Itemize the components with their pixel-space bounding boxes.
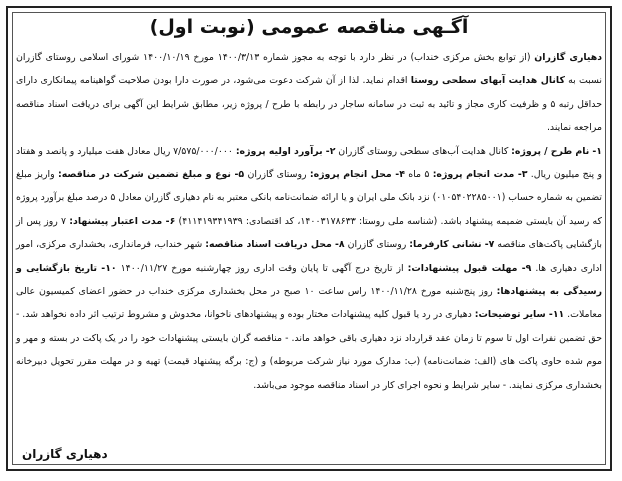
item-6-label: ۶- مدت اعتبار پیشنهاد: bbox=[69, 215, 176, 227]
intro-text-1: (از توابع بخش مرکزی خنداب) در نظر دارد با توجه به مجوز شماره ۱۴۰۰/۳/۱۳ مورخ ۱۴۰۰/۱۰/۱۹ شورای اسلامی روستای گازران نسبت به bbox=[16, 52, 602, 87]
item-10-text: روز پنج‌شنبه مورخ ۱۴۰۰/۱۱/۲۸ راس ساعت ۱۰ صبح در محل بخشداری مرکزی خنداب در حضور اعضای کمیسیون عالی معاملات. bbox=[16, 286, 602, 321]
notice-title: آگـهی مناقصه عمومی (نوبت اول) bbox=[149, 16, 469, 38]
item-9-text: از تاریخ درج آگهی تا پایان وقت اداری روز چهارشنبه مورخ ۱۴۰۰/۱۱/۲۷ bbox=[116, 262, 408, 274]
item-7-text: روستای گازران bbox=[344, 239, 410, 251]
item-8-label: ۸- محل دریافت اسناد مناقصه: bbox=[205, 239, 345, 251]
item-7-label: ۷- نشانی کارفرما: bbox=[409, 239, 495, 251]
signature: دهیاری گازران bbox=[22, 447, 108, 461]
item-11-label: ۱۱- سایر توضیحات: bbox=[474, 309, 565, 321]
intro-text-2: اقدام نماید. لذا از آن شرکت دعوت می‌شود، در صورت دارا بودن صلاحیت گواهینامه پیمانکاری دارای حداقل رتبه ۵ و ظرفیت کاری مجاز و تائید به ثبت در سامانه ساجار در رابطه با طرح / پروژه زیر، مطابق شرایط این آگهی برای دریافت اسناد مناقصه مراجعه نمایند. bbox=[16, 75, 602, 134]
item-2-text: ۷/۵۷۵/۰۰۰/۰۰۰ ریال معادل هفت میلیارد و پانصد و هفتاد و پنج میلیون ریال. bbox=[16, 145, 602, 181]
item-8-text: شهر خنداب، فرمانداری، بخشداری مرکزی، امور اداری دهیاری ها. bbox=[16, 239, 602, 274]
item-6-text: ۷ روز پس از بازگشایی پاکت‌های مناقصه bbox=[16, 215, 602, 251]
item-1-label: ۱- نام طرح / پروژه: bbox=[511, 145, 603, 157]
item-4-label: ۴- محل انجام پروژه: bbox=[309, 169, 405, 181]
item-1-text: کانال هدایت آب‌های سطحی روستای گازران bbox=[335, 145, 512, 157]
item-2-label: ۲- برآورد اولیه پروژه: bbox=[235, 145, 336, 157]
item-10-label: ۱۰- تاریخ بازگشایی و رسیدگی به پیشنهادها: bbox=[16, 262, 602, 298]
item-4-text: روستای گازران bbox=[244, 169, 310, 181]
notice-body bbox=[16, 46, 602, 397]
item-9-label: ۹- مهلت قبول پیشنهادات: bbox=[407, 262, 532, 274]
notice-frame bbox=[6, 6, 612, 471]
item-5-text: واریز مبلغ تضمین به شماره حساب (۰۱۰۵۴۰۲۲۸۵۰۰۱) نزد بانک ملی ایران و یا ارائه ضمانت‌نامه بانکی معتبر به نام دهیاری گازران معادل ۵ درصد مبلغ برآورد پروژه که رسید آن بایستی ضمیمه پیشنهاد باشد. (شناسه ملی روستا: ۱۴۰۰۳۱۷۸۶۳۳، کد اقتصادی: ۴۱۱۴۱۹۳۴۱۹۳۹) bbox=[16, 169, 602, 227]
intro-bold: کانال هدایت آبهای سطحی روستا bbox=[410, 75, 565, 87]
intro-lead: دهیاری گازران bbox=[534, 52, 603, 63]
item-11-text: دهیاری در رد یا قبول کلیه پیشنهادات مختار بوده و پیشنهادهای ناخوانا، مخدوش و مشروط ترتیب اثر داده نخواهد شد. - حق تضمین نفرات اول تا سوم تا زمان عقد قرارداد نزد دهیاری باقی خواهد ماند. - مناقصه گران بایستی پیشنهادات خود را در یک پاکت در بسته و مهر و موم شده حاوی پاکت های (الف: ضمانت‌نامه) (ب: مدارک مورد نیاز شرکت مربوطه) و (ج: برگه پیشنهاد قیمت) تهیه و در مهلت مقرر تحویل دبیرخانه بخشداری مرکزی نمایند. - سایر شرایط و نحوه اجرای کار در اسناد مناقصه موجود می‌باشد. bbox=[16, 309, 602, 391]
item-3-label: ۳- مدت انجام پروژه: bbox=[432, 169, 528, 181]
item-3-text: ۵ ماه bbox=[404, 169, 433, 181]
item-5-label: ۵- نوع و مبلغ تضمین شرکت در مناقصه: bbox=[58, 169, 245, 181]
